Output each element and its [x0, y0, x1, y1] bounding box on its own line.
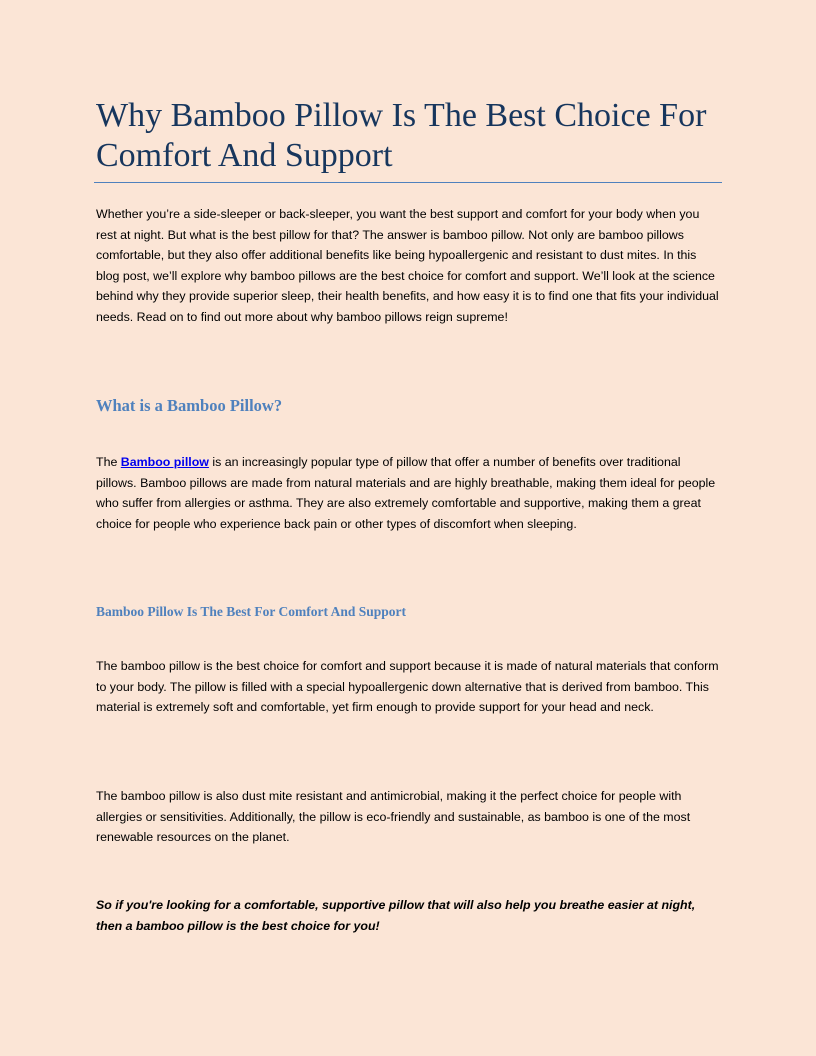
section1-paragraph [96, 452, 722, 534]
intro-paragraph: Whether you’re a side-sleeper or back-sleeper, you want the best support and comfort for your body when you rest at night. But what is the best pillow for that? The answer is bamboo pillow. Not only are bamboo pillows comfortable, but they also offer additional benefits like being hypoallergenic and resistant to dust mites. In this blog post, we’ll explore why bamboo pillows are the best choice for comfort and support. We’ll look at the science behind why they provide superior sleep, their health benefits, and how easy it is to find one that fits your individual needs. Read on to find out more about why bamboo pillows reign supreme! [96, 207, 719, 324]
section1-prefix: The [96, 455, 121, 469]
closing-statement: So if you're looking for a comfortable, supportive pillow that will also help you breathe easier at night, then a bamboo pillow is the best choice for you! [96, 898, 696, 933]
section-heading-what-is: What is a Bamboo Pillow? [96, 396, 283, 415]
section1-suffix: is an increasingly popular type of pillow that offer a number of benefits over traditional pillows. Bamboo pillows are made from natural materials and are highly breathable, making them ideal for people who suffer from allergies or asthma. They are also extremely comfortable and supportive, making them a great choice for people who experience back pain or other types of discomfort when sleeping. [96, 455, 716, 531]
section-heading-best-for-comfort: Bamboo Pillow Is The Best For Comfort And Support [96, 604, 407, 619]
section2-paragraph-2: The bamboo pillow is also dust mite resistant and antimicrobial, making it the perfect choice for people with allergies or sensitivities. Additionally, the pillow is eco-friendly and sustainable, as bamboo is one of the most renewable resources on the planet. [96, 789, 691, 845]
bamboo-pillow-link[interactable]: Bamboo pillow [120, 455, 209, 469]
title-underline [94, 182, 722, 183]
page-title: Why Bamboo Pillow Is The Best Choice For Comfort And Support [96, 97, 707, 174]
section2-paragraph-1: The bamboo pillow is the best choice for comfort and support because it is made of natural materials that conform to your body. The pillow is filled with a special hypoallergenic down alternative that is derived from bamboo. This material is extremely soft and comfortable, yet firm enough to provide support for your head and neck. [96, 659, 719, 715]
